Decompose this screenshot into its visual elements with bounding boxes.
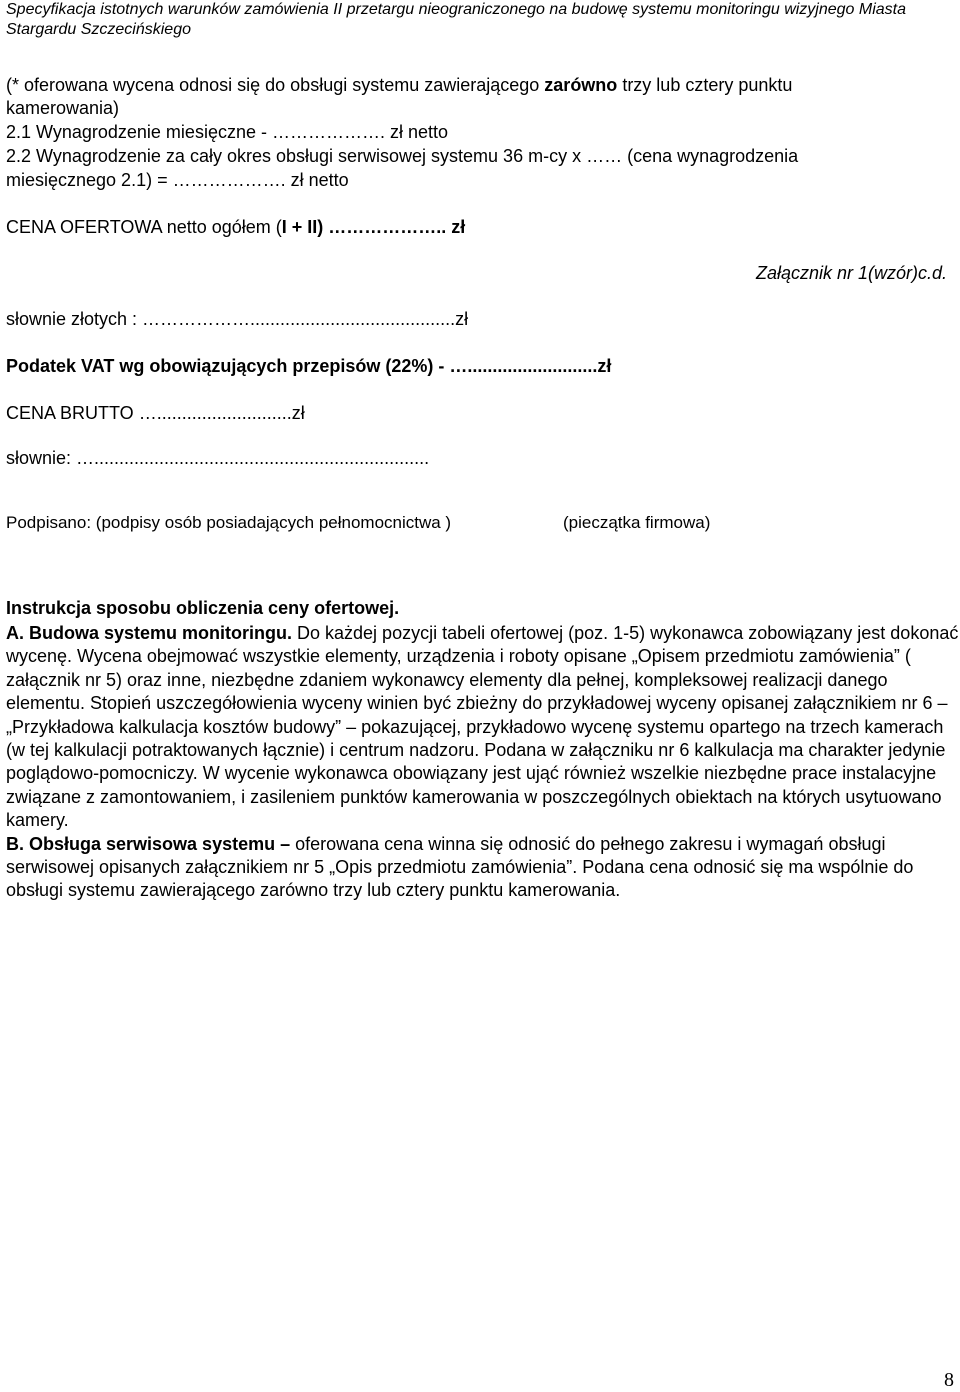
gross-in-words: słownie: …................................................................... — [6, 448, 430, 468]
gross-price-line: CENA BRUTTO …...........................zł — [6, 403, 305, 423]
stamp-label: (pieczątka firmowa) — [563, 513, 711, 532]
offer-note-line-2: kamerowania) — [6, 98, 120, 118]
total-fee-line-1: 2.2 Wynagrodzenie za cały okres obsługi serwisowej systemu 36 m-cy x …… (cena wynagrodzenia — [6, 146, 799, 166]
amount-in-words: słownie złotych : ……………….........................................zł — [6, 309, 469, 329]
instruction-a — [6, 622, 960, 833]
signature-label: Podpisano: (podpisy osób posiadających pełnomocnictwa ) — [6, 513, 452, 532]
header-line-1: Specyfikacja istotnych warunków zamówienia II przetargu nieograniczonego na budowę systemu monitoringu wizyjnego Miasta — [6, 1, 907, 18]
vat-line: Podatek VAT wg obowiązujących przepisów (22%) - …..........................zł — [6, 356, 612, 376]
header-line-2: Stargardu Szczecińskiego — [6, 21, 191, 38]
total-fee-line-2: miesięcznego 2.1) = ………………. zł netto — [6, 170, 349, 190]
instructions-body — [6, 622, 960, 903]
instructions-title: Instrukcja sposobu obliczenia ceny ofertowej. — [6, 598, 400, 618]
instruction-b — [6, 833, 960, 903]
instruction-b-label: B. Obsługa serwisowa systemu – — [6, 833, 291, 854]
monthly-fee-line: 2.1 Wynagrodzenie miesięczne - ………………. zł netto — [6, 122, 449, 142]
net-offer-price — [6, 216, 465, 239]
instruction-a-label: A. Budowa systemu monitoringu. — [6, 623, 293, 643]
instruction-a-text: Do każdej pozycji tabeli ofertowej (poz. 1-5) wykonawca zobowiązany jest dokonać wycenę. Wycena obejmować wszystkie elementy, urządzenia i roboty opisane „Opisem przedmiotu zamówienia” ( załącznik nr 5) oraz inne, niezbędne zdaniem wykonawcy elementy dla pełnej, kompleksowej realizacji danego elementu. Stopień uszczegółowienia wyceny winien być zbieżny do przykładowej wyceny opisanej załącznikiem nr 6 – „Przykładowa kalkulacja kosztów budowy” – pokazującej, przykładowo wycenę systemu opartego na trzech kamerach (w tej kalkulacji potraktowanych łącznie) i centrum nadzoru. Podana w załączniku nr 6 kalkulacja ma charakter jedynie poglądowo-pomocniczy. W wycenie wykonawca obowiązany jest ująć również wszelkie niezbędne prace instalacyjne związane z zamontowaniem, i zasileniem punktów kamerowania w poszczególnych obiektach na których usytuowano kamery. — [6, 623, 959, 831]
offer-note — [6, 74, 792, 97]
attachment-label: Załącznik nr 1(wzór)c.d. — [756, 263, 948, 283]
offer-note-bold: zarówno — [544, 75, 618, 95]
offer-note-pre: (* oferowana wycena odnosi się do obsługi systemu zawierającego — [6, 75, 545, 95]
net-offer-price-value: I + II) ……………….. zł — [281, 217, 466, 237]
net-offer-price-label: CENA OFERTOWA netto ogółem ( — [6, 217, 282, 237]
offer-note-post: trzy lub cztery punktu — [617, 75, 793, 95]
page-number: 8 — [944, 1369, 954, 1391]
instruction-b-text: oferowana cena winna się odnosić do pełnego zakresu i wymagań obsługi serwisowej opisanych załącznikiem nr 5 „Opis przedmiotu zamówienia”. Podana cena odnosić się ma wspólnie do obsługi systemu zawierającego zarówno trzy lub cztery punktu kamerowania. — [6, 833, 914, 901]
